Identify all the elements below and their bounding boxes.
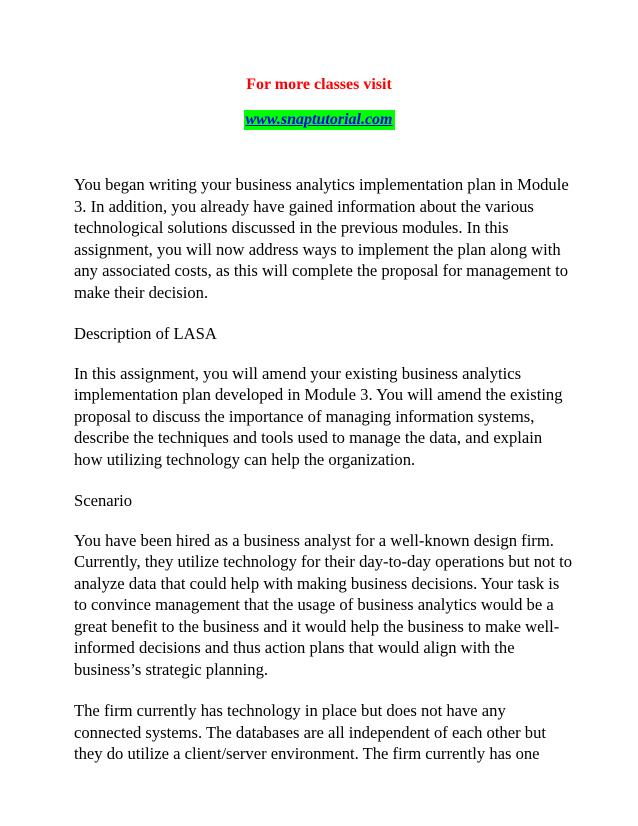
paragraph-firm: The firm currently has technology in place but does not have any connected systems. The databases are all independent of each other but they do utilize a client/server environment. The firm currently has one [74,701,546,763]
promo-heading: For more classes visit [246,76,392,93]
paragraph-intro: You began writing your business analytics implementation plan in Module 3. In addition, you already have gained information about the various technological solutions discussed in the previous modules. In this assignment, you will now address ways to implement the plan along with any associated costs, as this will complete the proposal for management to make their decision. [74,175,569,302]
document-body [74,174,574,785]
promo-link-row [0,110,638,130]
heading-description: Description of LASA [74,324,217,343]
heading-scenario: Scenario [74,491,133,510]
snaptutorial-link[interactable]: www.snaptutorial.com [245,111,393,128]
paragraph-description: In this assignment, you will amend your existing business analytics implementation plan developed in Module 3. You will amend the existing proposal to discuss the importance of managing information systems, describe the techniques and tools used to manage the data, and explain how utilizing technology can help the organization. [74,363,563,469]
paragraph-scenario: You have been hired as a business analyst for a well-known design firm. Currently, they utilize technology for their day-to-day operations but not to analyze data that could help with making business decisions. Your task is to convince management that the usage of business analytics would be a great benefit to the business and it would help the business to make well-informed decisions and thus action plans that would align with the business’s strategic planning. [74,530,572,679]
